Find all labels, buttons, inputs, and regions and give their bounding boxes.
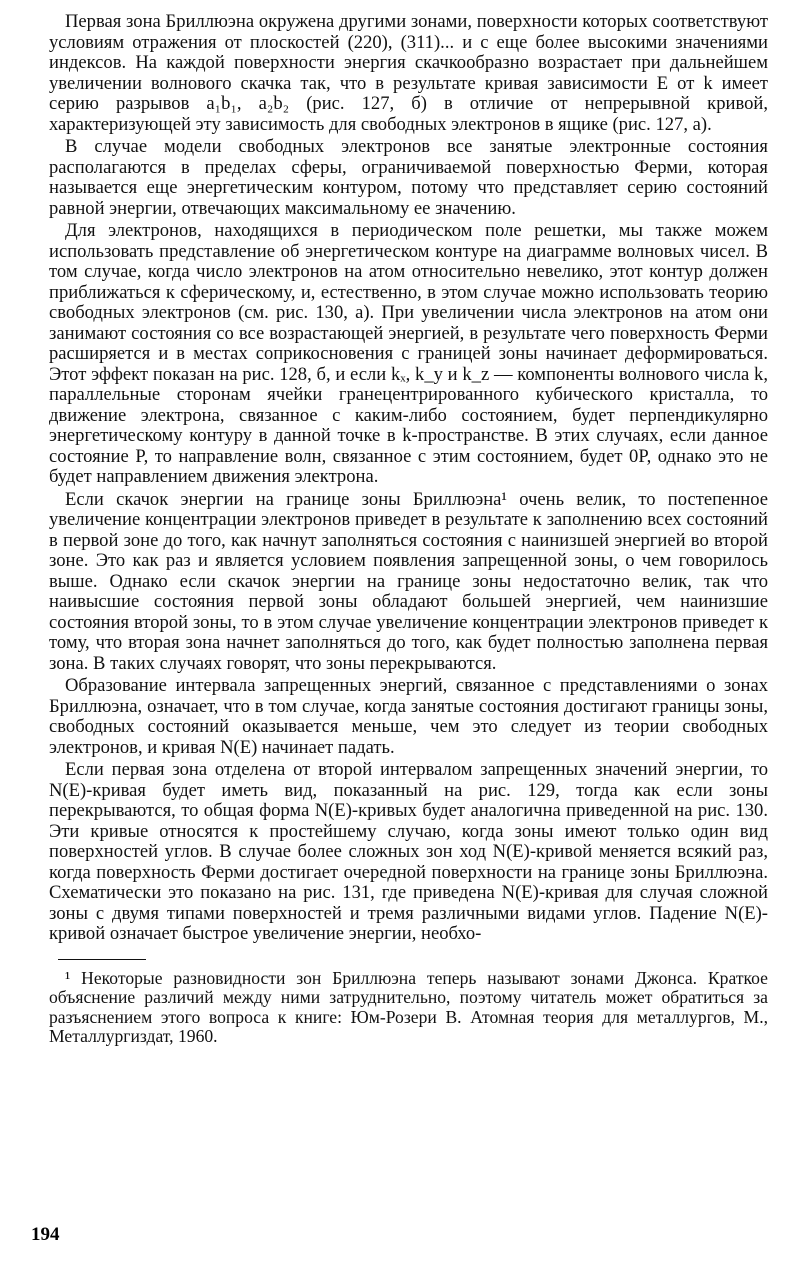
paragraph-2: В случае модели свободных электронов все занятые электронные состояния располагаются в пределах сферы, ограничиваемой поверхностью Ферми, которая называется еще энергетическим контуром, потому что представляет серию состояний равной энергии, отвечающих максимальному ее значению. (49, 136, 768, 219)
paragraph-6: Если первая зона отделена от второй интервалом запрещенных значений энергии, то N(E)-кривая будет иметь вид, показанный на рис. 129, тогда как если зоны перекрываются, то общая форма N(E)-кривых будет аналогична приведенной на рис. 130. Эти кривые относятся к простейшему случаю, когда зоны имеют только один вид поверхностей углов. В случае более сложных зон ход N(E)-кривой меняется всякий раз, когда поверхность Ферми достигает очередной поверхности на границе зоны Бриллюэна. Схематически это показано на рис. 131, где приведена N(E)-кривая для случая сложной зоны с двумя типами поверхностей и тремя различными видами углов. Падение N(E)-кривой означает быстрое увеличение энергии, необхо- (49, 759, 768, 944)
paragraph-3: Для электронов, находящихся в периодическом поле решетки, мы также можем использовать представление об энергетическом контуре на диаграмме волновых чисел. В том случае, когда число электронов на атом относительно невелико, этот контур должен приближаться к сферическому, и, естественно, в этом случае можно использовать теорию свободных электронов (см. рис. 130, а). При увеличении числа электронов на атом они занимают состояния со все возрастающей энергией, в результате чего поверхность Ферми расширяется и в местах соприкосновения с границей зоны начинает деформироваться. Этот эффект показан на рис. 128, б, и если kₓ, k_y и k_z — компоненты волнового числа k, параллельные сторонам ячейки гранецентрированного кубического кристалла, то движение электрона, связанное с каким-либо состоянием, будет перпендикулярно энергетическому контуру в данной точке в k-пространстве. В этих случаях, если данное состояние P, то направление волн, связанное с этим состоянием, будет 0P, однако это не будет направлением движения электрона. (49, 220, 768, 487)
page-number: 194 (31, 1224, 60, 1245)
paragraph-4: Если скачок энергии на границе зоны Бриллюэна¹ очень велик, то постепенное увеличение концентрации электронов приведет в результате к заполнению всех состояний в первой зоне до того, как начнут заполняться состояния с наинизшей энергией во второй зоне. Это как раз и является условием появления запрещенной зоны, о чем говорилось выше. Однако если скачок энергии на границе зоны недостаточно велик, так что наивысшие состояния первой зоны обладают большей энергией, чем наинизшие состояния второй зоны, то в этом случае увеличение концентрации электронов приведет к тому, что вторая зона начнет заполняться до того, как будет полностью заполнена первая зона. В таких случаях говорят, что зоны перекрываются. (49, 488, 768, 674)
paragraph-5: Образование интервала запрещенных энергий, связанное с представлениями о зонах Бриллюэна, означает, что в том случае, когда занятые состояния достигают границы зоны, свободных состояний оказывается меньше, чем это следует из теории свободных электронов, и кривая N(E) начинает падать. (49, 675, 768, 758)
paragraph-1: Первая зона Бриллюэна окружена другими зонами, поверхности которых соответствуют условиям отражения от плоскостей (220), (311)... и с еще более высокими значениями индексов. На каждой поверхности энергия скачкообразно возрастает при дальнейшем увеличении волнового скачка так, что в результате кривая зависимости E от k имеет серию разрывов a₁b₁, a₂b₂ (рис. 127, б) в отличие от непрерывной кривой, характеризующей эту зависимость для свободных электронов в ящике (рис. 127, а). (49, 11, 768, 135)
main-text (49, 12, 768, 945)
footnote: ¹ Некоторые разновидности зон Бриллюэна теперь называют зонами Джонса. Краткое объяснение различий между ними затруднительно, поэтому читатель может обратиться за разъяснением этого вопроса к книге: Юм-Розери В. Атомная теория для металлургов, М., Металлургиздат, 1960. (49, 967, 768, 1047)
footnote-divider (58, 959, 146, 960)
